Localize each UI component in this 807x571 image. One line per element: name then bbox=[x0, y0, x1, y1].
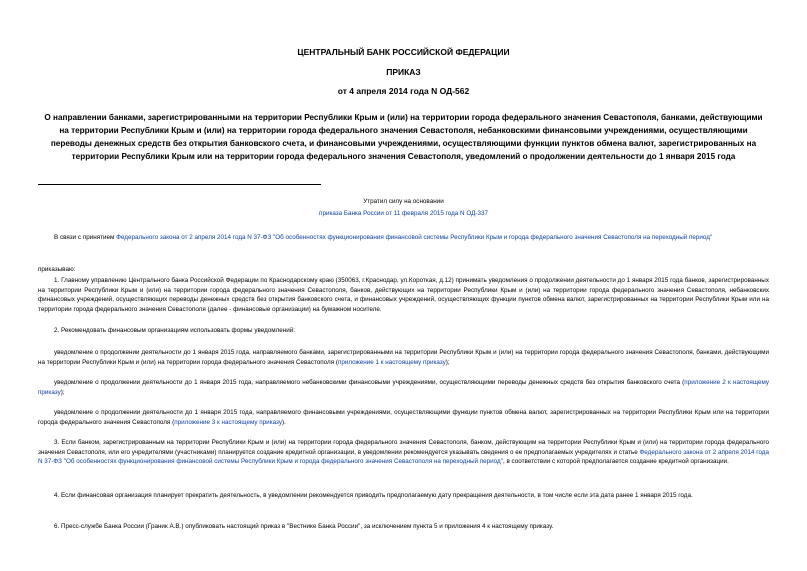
appendix-2-link[interactable]: приложение 2 к настоящему приказу bbox=[38, 379, 769, 396]
divider bbox=[38, 184, 321, 185]
appendix-3-link[interactable]: приложение 3 к настоящему приказу bbox=[174, 418, 282, 426]
paragraph-1: 1. Главному управлению Центрального банка Российской Федерации по Краснодарскому краю (350063, г.Краснодар, ул.Короткая, д.12) принимать уведомления о продолжении деятельности до 1 января 2015 года банков, зарегистрированных на территории Республики Крым и (или) на территории города федерального значения Севастополя, банков, действующих на территории Республики Крым и (или) на территории города федерального значения Севастополя, небанковских финансовых учреждений, осуществляющих переводы денежных средств без открытия банковского счета, и финансовых учреждений, осуществляющих функции пунктов обмена валют, зарегистрированных на территории Республики Крым или на территории города федерального значения Севастополя (далее - финансовые организации) на бумажном носителе. bbox=[38, 277, 769, 313]
paragraph-2: 2. Рекомендовать финансовым организациям использовать формы уведомлений: bbox=[54, 327, 296, 334]
lost-force-link[interactable]: приказа Банка России от 11 февраля 2015 года N ОД-337 bbox=[319, 210, 488, 217]
form-2-end: ); bbox=[60, 388, 65, 396]
form-3-text: уведомление о продолжении деятельности до 1 января 2015 года, направляемого финансовыми учреждениями, осуществляющими функции пунктов обмена валют, зарегистрированных на территории Республики Крым или на территории города федерального значения Севастополя ( bbox=[38, 409, 769, 426]
form-2-text: уведомление о продолжении деятельности до 1 января 2015 года, направляемого небанковскими финансовыми учреждениями, осуществляющими переводы денежных средств без открытия банковского счета ( bbox=[54, 379, 685, 386]
paragraph-preamble bbox=[38, 233, 769, 243]
form-3-end: ). bbox=[282, 418, 286, 426]
paragraph-form-2 bbox=[38, 378, 769, 397]
appendix-1-link[interactable]: приложение 1 к настоящему приказу bbox=[337, 358, 446, 366]
paragraph-4: 4. Если финансовая организация планирует прекратить деятельность, в уведомлении рекомендуется приводить предполагаемую дату прекращения деятельности, в том числе если эта дата ранее 1 января 2015 года. bbox=[54, 492, 693, 499]
preamble-text: В связи с принятием bbox=[54, 234, 117, 241]
paragraph-3-end: , в соответствии с которой предполагается создание кредитной организации. bbox=[502, 458, 729, 465]
lost-force-note: Утратил силу на основании bbox=[363, 198, 444, 205]
issuer-title: ЦЕНТРАЛЬНЫЙ БАНК РОССИЙСКОЙ ФЕДЕРАЦИИ bbox=[297, 47, 510, 57]
document-type: ПРИКАЗ bbox=[386, 67, 421, 77]
order-word: приказываю: bbox=[38, 266, 76, 273]
paragraph-3-text: 3. Если банком, зарегистрированным на территории Республики Крым и (или) на территории города федерального значения Севастополя, банком, действующим на территории Республики Крым и (или) на территории города федерального значения Севастополя, или его учредителями (участниками) планируется создание кредитной организации, в уведомлении рекомендуется указывать сведения о ее предполагаемых учредителях и статье bbox=[38, 439, 769, 456]
form-1-end: ); bbox=[445, 358, 450, 366]
document-subject: О направлении банками, зарегистрированными на территории Республики Крым и (или) на территории города федерального значения Севастополя, банками, действующими на территории Республики Крым и (или) на территории города федерального значения Севастополя, небанковскими финансовыми учреждениями, осуществляющими переводы денежных средств без открытия банковского счета, и финансовыми учреждениями, осуществляющими функции пунктов обмена валют, зарегистрированных на территории Республики Крым или на территории города федерального значения Севастополя, уведомлений о продолжении деятельности до 1 января 2015 года bbox=[44, 113, 763, 161]
paragraph-6: 6. Пресс-службе Банка России (Граник А.В.) опубликовать настоящий приказ в "Вестнике Банка России", за исключением пункта 5 и приложения 4 к настоящему приказу. bbox=[54, 523, 554, 530]
federal-law-link[interactable]: Федерального закона от 2 апреля 2014 года N 37-ФЗ "Об особенностях функционирования финансовой системы Республики Крым и города федерального значения Севастополя на переходный период" bbox=[116, 234, 713, 241]
federal-law-link-2[interactable]: Федерального закона от 2 апреля 2014 года N 37-ФЗ "Об особенностях функционирования финансовой системы Республики Крым и города федерального значения Севастополя на переходный период" bbox=[38, 448, 769, 465]
paragraph-form-3 bbox=[38, 408, 769, 427]
paragraph-3 bbox=[38, 438, 769, 467]
form-1-text: уведомление о продолжении деятельности до 1 января 2015 года, направляемого банками, зарегистрированными на территории Республики Крым и (или) на территории города федерального значения Севастополя, банками, действующими на территории Республики Крым и (или) на территории города федерального значения Севастополя ( bbox=[38, 349, 769, 366]
paragraph-form-1 bbox=[38, 348, 769, 367]
document-date-number: от 4 апреля 2014 года N ОД-562 bbox=[337, 86, 470, 96]
